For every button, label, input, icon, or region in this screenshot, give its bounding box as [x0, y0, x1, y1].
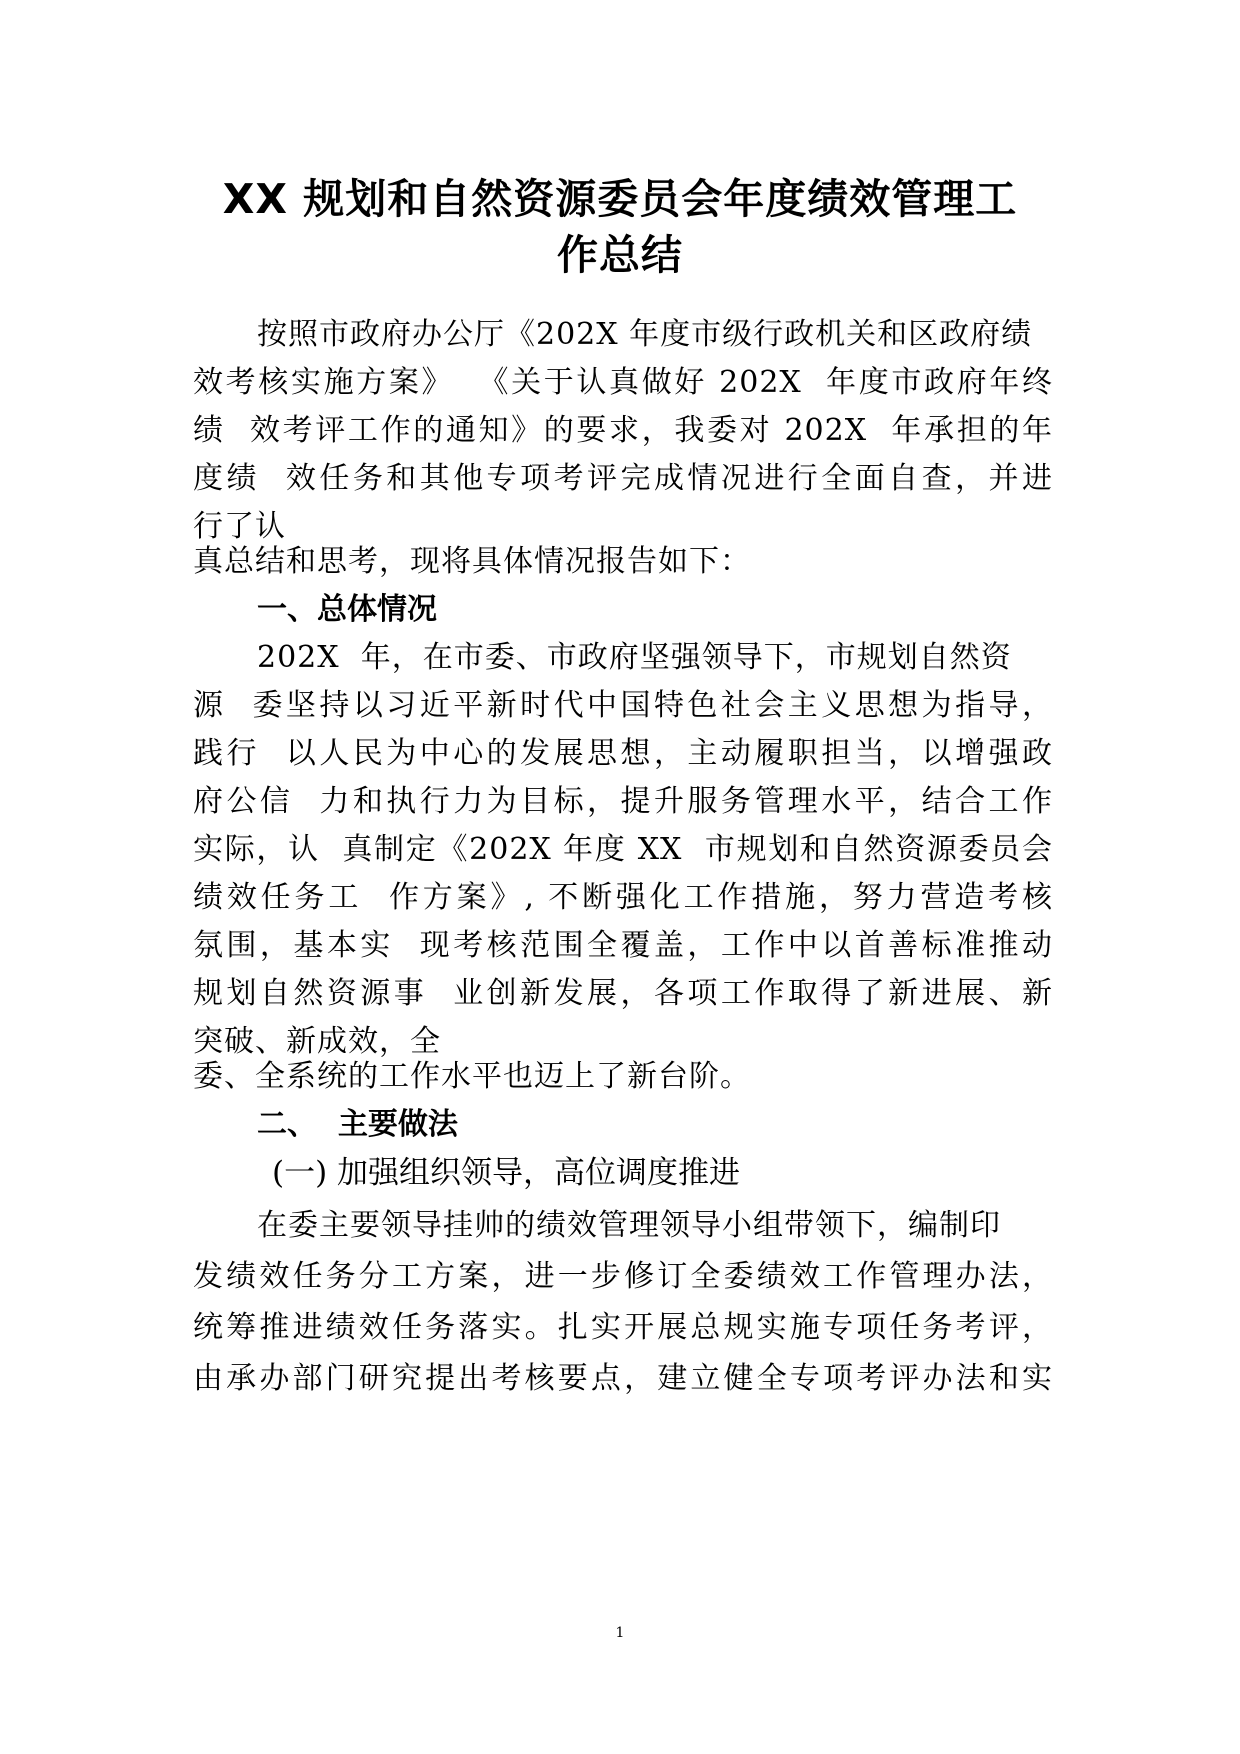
section-2-line-2: 发绩效任务分工方案，进一步修订全委绩效工作管理办法， [193, 1259, 1053, 1294]
document-title-line-2: 作总结 [557, 231, 683, 279]
section-2-line-1: 在委主要领导挂帅的绩效管理领导小组带领下，编制印 [257, 1208, 1001, 1243]
section-1-line-1: 202X 年，在市委、市政府坚强领导下，市规划自然资 [257, 640, 1012, 675]
page-number: 1 [615, 1625, 625, 1641]
section-1-line-10: 委、全系统的工作水平也迈上了新台阶。 [193, 1059, 751, 1094]
document-title-line-1: XX 规划和自然资源委员会年度绩效管理工 [222, 175, 1018, 223]
section-2-line-3: 统筹推进绩效任务落实。扎实开展总规实施专项任务考评， [193, 1310, 1053, 1345]
intro-line-1: 按照市政府办公厅《202X 年度市级行政机关和区政府绩 [257, 317, 1033, 352]
section-1-line-6: 绩效任务工 作方案》, 不断强化工作措施，努力营造考核 [193, 880, 1053, 915]
intro-line-5: 行了认 [193, 509, 286, 544]
section-2-line-4: 由承办部门研究提出考核要点，建立健全专项考评办法和实 [193, 1361, 1053, 1396]
section-1-line-3: 践行 以人民为中心的发展思想，主动履职担当，以增强政 [193, 736, 1053, 771]
section-2-subheading: (一) 加强组织领导，高位调度推进 [272, 1155, 741, 1191]
section-1-line-2: 源 委坚持以习近平新时代中国特色社会主义思想为指导， [193, 688, 1053, 723]
intro-line-4: 度绩 效任务和其他专项考评完成情况进行全面自查，并进 [193, 461, 1053, 496]
intro-line-3: 绩 效考评工作的通知》的要求，我委对 202X 年承担的年 [193, 413, 1053, 448]
intro-line-2: 效考核实施方案》 《关于认真做好 202X 年度市政府年终 [193, 365, 1053, 400]
section-1-line-8: 规划自然资源事 业创新发展，各项工作取得了新进展、新 [193, 976, 1053, 1011]
intro-line-6: 真总结和思考，现将具体情况报告如下： [193, 544, 751, 579]
section-1-line-4: 府公信 力和执行力为目标，提升服务管理水平，结合工作 [193, 784, 1053, 819]
section-1-line-9: 突破、新成效，全 [193, 1024, 441, 1059]
section-2-heading: 二、 主要做法 [257, 1107, 458, 1142]
section-1-heading: 一、总体情况 [257, 592, 437, 627]
section-1-line-5: 实际，认 真制定《202X 年度 XX 市规划和自然资源委员会 [193, 832, 1053, 867]
section-1-line-7: 氛围，基本实 现考核范围全覆盖，工作中以首善标准推动 [193, 928, 1053, 963]
